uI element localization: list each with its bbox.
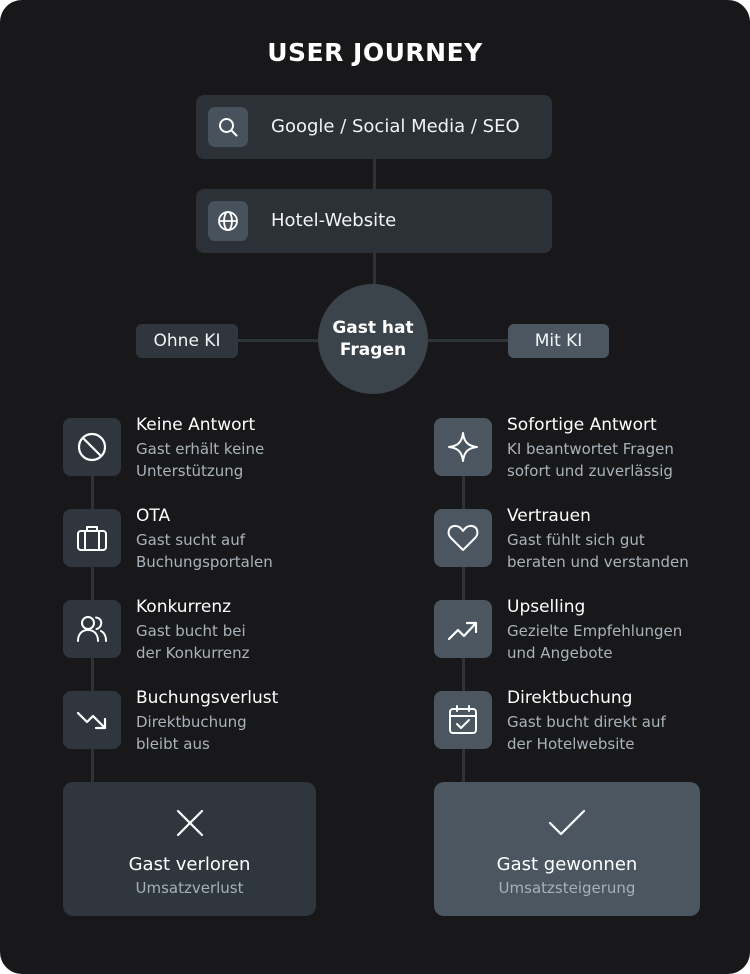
item-title: Sofortige Antwort xyxy=(507,415,657,435)
step-label: Google / Social Media / SEO xyxy=(271,116,520,137)
outcome-lost xyxy=(63,782,316,916)
item-description: Gezielte Empfehlungen und Angebote xyxy=(507,622,683,662)
outcome-title: Gast verloren xyxy=(128,854,251,875)
item-description: KI beantwortet Fragen sofort und zuverlässig xyxy=(507,440,674,480)
item-title: Upselling xyxy=(507,597,586,617)
x-icon xyxy=(173,806,207,840)
step-google-social-seo xyxy=(196,95,552,159)
suitcase-icon xyxy=(63,509,121,567)
item-title: Vertrauen xyxy=(507,506,591,526)
globe-icon xyxy=(208,201,248,241)
branch-label-right: Mit KI xyxy=(508,324,609,358)
search-icon xyxy=(208,107,248,147)
trending-down-icon xyxy=(63,691,121,749)
item-title: Konkurrenz xyxy=(136,597,232,617)
connector xyxy=(373,253,376,285)
outcome-title: Gast gewonnen xyxy=(496,854,638,875)
calendar-check-icon xyxy=(434,691,492,749)
step-hotel-website xyxy=(196,189,552,253)
item-description: Gast bucht bei der Konkurrenz xyxy=(136,622,250,662)
item-description: Direktbuchung bleibt aus xyxy=(136,713,247,753)
check-icon xyxy=(547,806,587,840)
trending-up-icon xyxy=(434,600,492,658)
outcome-subtitle: Umsatzverlust xyxy=(135,879,244,897)
decision-node-line2: Fragen xyxy=(339,340,407,360)
item-title: OTA xyxy=(136,506,171,526)
decision-node xyxy=(318,284,428,394)
item-description: Gast fühlt sich gut beraten und verstanden xyxy=(507,531,689,571)
item-description: Gast bucht direkt auf der Hotelwebsite xyxy=(507,713,666,753)
item-title: Direktbuchung xyxy=(507,688,633,708)
sparkle-icon xyxy=(434,418,492,476)
outcome-won xyxy=(434,782,700,916)
item-title: Keine Antwort xyxy=(136,415,256,435)
connector xyxy=(373,159,376,189)
branch-label-left: Ohne KI xyxy=(136,324,238,358)
connector xyxy=(428,339,508,342)
diagram-title: USER JOURNEY xyxy=(267,38,483,67)
decision-node-line1: Gast hat xyxy=(332,318,414,338)
outcome-subtitle: Umsatzsteigerung xyxy=(498,879,636,897)
step-label: Hotel-Website xyxy=(271,210,397,231)
item-description: Gast sucht auf Buchungsportalen xyxy=(136,531,273,571)
item-description: Gast erhält keine Unterstützung xyxy=(136,440,265,480)
item-title: Buchungsverlust xyxy=(136,688,279,708)
ban-icon xyxy=(63,418,121,476)
heart-icon xyxy=(434,509,492,567)
connector xyxy=(238,339,320,342)
users-icon xyxy=(63,600,121,658)
